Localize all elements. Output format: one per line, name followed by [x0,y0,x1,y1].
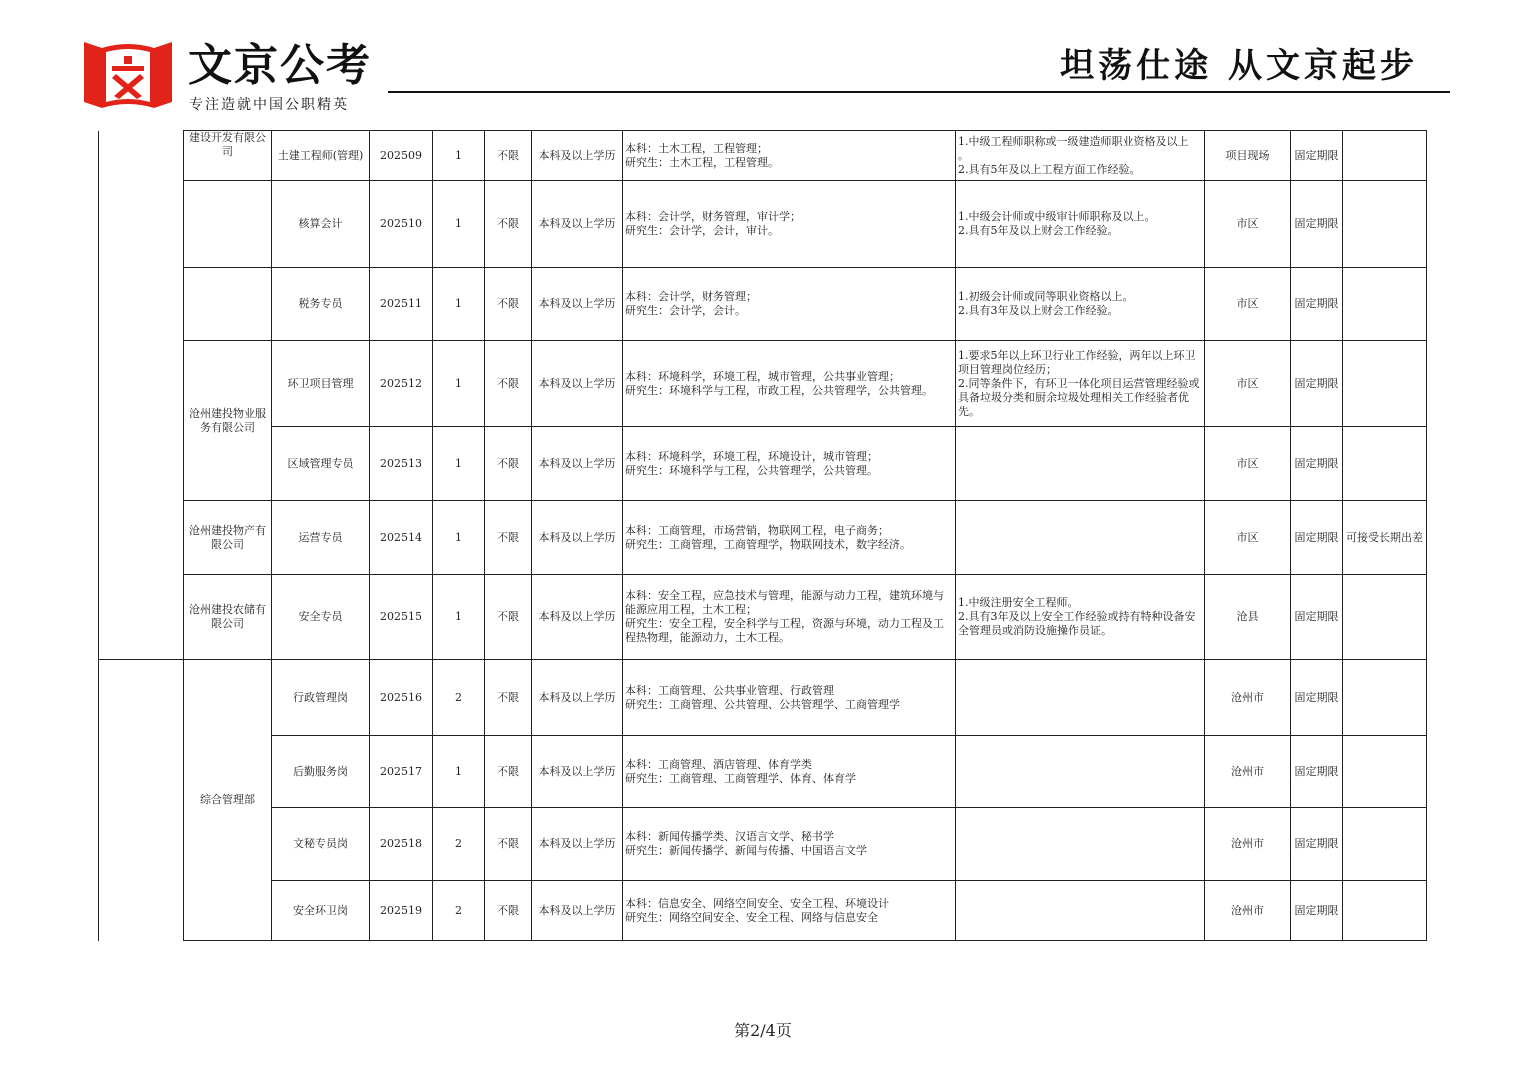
education-cell: 本科及以上学历 [532,181,623,268]
position-cell: 核算会计 [272,181,370,268]
note-cell [1343,181,1427,268]
education-cell: 本科及以上学历 [532,427,623,501]
count-cell: 2 [433,881,485,941]
code-cell: 202509 [370,131,433,181]
requirement-cell: 1.中级会计师或中级审计师职称及以上。 2.具有5年及以上财会工作经验。 [956,181,1205,268]
position-cell: 运营专员 [272,501,370,575]
code-cell: 202516 [370,660,433,736]
position-cell: 土建工程师(管理) [272,131,370,181]
left-border-line [98,659,99,941]
requirement-cell: 1.要求5年以上环卫行业工作经验，两年以上环卫项目管理岗位经历； 2.同等条件下，有环卫一体化项目运营管理经验或具备垃圾分类和厨余垃圾处理相关工作经验者优先。 [956,341,1205,427]
requirement-cell [956,736,1205,808]
age-cell: 不限 [485,575,532,660]
term-cell: 固定期限 [1291,575,1343,660]
major-cell: 本科：会计学，财务管理，审计学； 研究生：会计学，会计，审计。 [623,181,956,268]
term-cell: 固定期限 [1291,736,1343,808]
note-cell [1343,736,1427,808]
left-border-line [98,131,99,659]
count-cell: 1 [433,575,485,660]
table-row [184,501,1427,575]
age-cell: 不限 [485,881,532,941]
location-cell: 市区 [1205,341,1291,427]
location-cell: 市区 [1205,268,1291,341]
code-cell: 202513 [370,427,433,501]
location-cell: 项目现场 [1205,131,1291,181]
table-row [184,268,1427,341]
brand-subtitle: 专注造就中国公职精英 [189,97,349,113]
age-cell: 不限 [485,808,532,881]
age-cell: 不限 [485,181,532,268]
location-cell: 沧州市 [1205,881,1291,941]
age-cell: 不限 [485,501,532,575]
education-cell: 本科及以上学历 [532,268,623,341]
table-row [184,881,1427,941]
location-cell: 沧州市 [1205,808,1291,881]
age-cell: 不限 [485,131,532,181]
age-cell: 不限 [485,660,532,736]
page-number: 第2/4页 [734,1021,792,1040]
location-cell: 市区 [1205,427,1291,501]
major-cell: 本科：工商管理、酒店管理、体育学类 研究生：工商管理、工商管理学、体育、体育学 [623,736,956,808]
age-cell: 不限 [485,341,532,427]
education-cell: 本科及以上学历 [532,808,623,881]
company-cell: 综合管理部 [184,660,272,941]
education-cell: 本科及以上学历 [532,736,623,808]
major-cell: 本科：环境科学，环境工程，环境设计，城市管理； 研究生：环境科学与工程，公共管理学，公共管理。 [623,427,956,501]
count-cell: 2 [433,660,485,736]
company-cell: 沧州建投物业服务有限公司 [184,341,272,501]
code-cell: 202519 [370,881,433,941]
education-cell: 本科及以上学历 [532,341,623,427]
education-cell: 本科及以上学历 [532,131,623,181]
age-cell: 不限 [485,268,532,341]
requirement-cell [956,501,1205,575]
age-cell: 不限 [485,736,532,808]
location-cell: 沧州市 [1205,736,1291,808]
table-row [184,736,1427,808]
company-cell: 沧州建投农储有限公司 [184,575,272,660]
page-header [0,0,1526,120]
code-cell: 202518 [370,808,433,881]
education-cell: 本科及以上学历 [532,501,623,575]
table-row [184,427,1427,501]
term-cell: 固定期限 [1291,881,1343,941]
major-cell: 本科：安全工程，应急技术与管理，能源与动力工程，建筑环境与能源应用工程，土木工程； 研究生：安全工程，安全科学与工程，资源与环境，动力工程及工程热物理，能源动力，土木工程。 [623,575,956,660]
count-cell: 1 [433,268,485,341]
note-cell [1343,131,1427,181]
major-cell: 本科：信息安全、网络空间安全、安全工程、环境设计 研究生：网络空间安全、安全工程、网络与信息安全 [623,881,956,941]
header-slogan: 坦荡仕途 从文京起步 [1060,46,1418,86]
position-cell: 区域管理专员 [272,427,370,501]
requirement-cell: 1.中级工程师职称或一级建造师职业资格及以上 。 2.具有5年及以上工程方面工作经验。 [956,131,1205,181]
code-cell: 202515 [370,575,433,660]
term-cell: 固定期限 [1291,341,1343,427]
term-cell: 固定期限 [1291,131,1343,181]
header-divider [388,91,1450,93]
major-cell: 本科：会计学，财务管理； 研究生：会计学，会计。 [623,268,956,341]
table-row [184,131,1427,181]
table-row [184,660,1427,736]
count-cell: 2 [433,808,485,881]
note-cell [1343,881,1427,941]
education-cell: 本科及以上学历 [532,881,623,941]
brand-title: 文京公考 [188,40,372,91]
location-cell: 沧州市 [1205,660,1291,736]
position-cell: 环卫项目管理 [272,341,370,427]
requirement-cell [956,427,1205,501]
code-cell: 202517 [370,736,433,808]
table-row [184,808,1427,881]
major-cell: 本科：新闻传播学类、汉语言文学、秘书学 研究生：新闻传播学、新闻与传播、中国语言文学 [623,808,956,881]
education-cell: 本科及以上学历 [532,575,623,660]
term-cell: 固定期限 [1291,181,1343,268]
count-cell: 1 [433,131,485,181]
company-cell [184,181,272,268]
count-cell: 1 [433,427,485,501]
term-cell: 固定期限 [1291,808,1343,881]
requirement-cell [956,881,1205,941]
note-cell [1343,427,1427,501]
requirement-cell [956,660,1205,736]
note-cell [1343,575,1427,660]
position-cell: 税务专员 [272,268,370,341]
count-cell: 1 [433,736,485,808]
requirement-cell: 1.初级会计师或同等职业资格以上。 2.具有3年及以上财会工作经验。 [956,268,1205,341]
age-cell: 不限 [485,427,532,501]
note-cell [1343,341,1427,427]
position-cell: 安全专员 [272,575,370,660]
table-row [184,341,1427,427]
count-cell: 1 [433,181,485,268]
position-cell: 行政管理岗 [272,660,370,736]
requirement-cell [956,808,1205,881]
location-cell: 市区 [1205,501,1291,575]
company-cell: 沧州建投物产有限公司 [184,501,272,575]
major-cell: 本科：工商管理，市场营销，物联网工程，电子商务； 研究生：工商管理，工商管理学，物联网技术，数字经济。 [623,501,956,575]
requirement-cell: 1.中级注册安全工程师。 2.具有3年及以上安全工作经验或持有特种设备安全管理员或消防设施操作员证。 [956,575,1205,660]
table-row [184,181,1427,268]
position-cell: 文秘专员岗 [272,808,370,881]
company-cell: 建设开发有限公司 [184,131,272,181]
code-cell: 202512 [370,341,433,427]
code-cell: 202514 [370,501,433,575]
major-cell: 本科：环境科学，环境工程，城市管理，公共事业管理； 研究生：环境科学与工程，市政工程，公共管理学，公共管理。 [623,341,956,427]
location-cell: 市区 [1205,181,1291,268]
note-cell [1343,808,1427,881]
location-cell: 沧县 [1205,575,1291,660]
count-cell: 1 [433,501,485,575]
note-cell [1343,660,1427,736]
wenjing-logo-icon [80,38,176,114]
term-cell: 固定期限 [1291,501,1343,575]
term-cell: 固定期限 [1291,427,1343,501]
major-cell: 本科：土木工程，工程管理； 研究生：土木工程，工程管理。 [623,131,956,181]
job-table [183,130,1427,941]
position-cell: 安全环卫岗 [272,881,370,941]
company-cell [184,268,272,341]
code-cell: 202511 [370,268,433,341]
position-cell: 后勤服务岗 [272,736,370,808]
term-cell: 固定期限 [1291,268,1343,341]
note-cell [1343,268,1427,341]
note-cell: 可接受长期出差 [1343,501,1427,575]
section-divider [98,659,184,660]
education-cell: 本科及以上学历 [532,660,623,736]
term-cell: 固定期限 [1291,660,1343,736]
major-cell: 本科：工商管理、公共事业管理、行政管理 研究生：工商管理、公共管理、公共管理学、工商管理学 [623,660,956,736]
count-cell: 1 [433,341,485,427]
code-cell: 202510 [370,181,433,268]
table-row [184,575,1427,660]
